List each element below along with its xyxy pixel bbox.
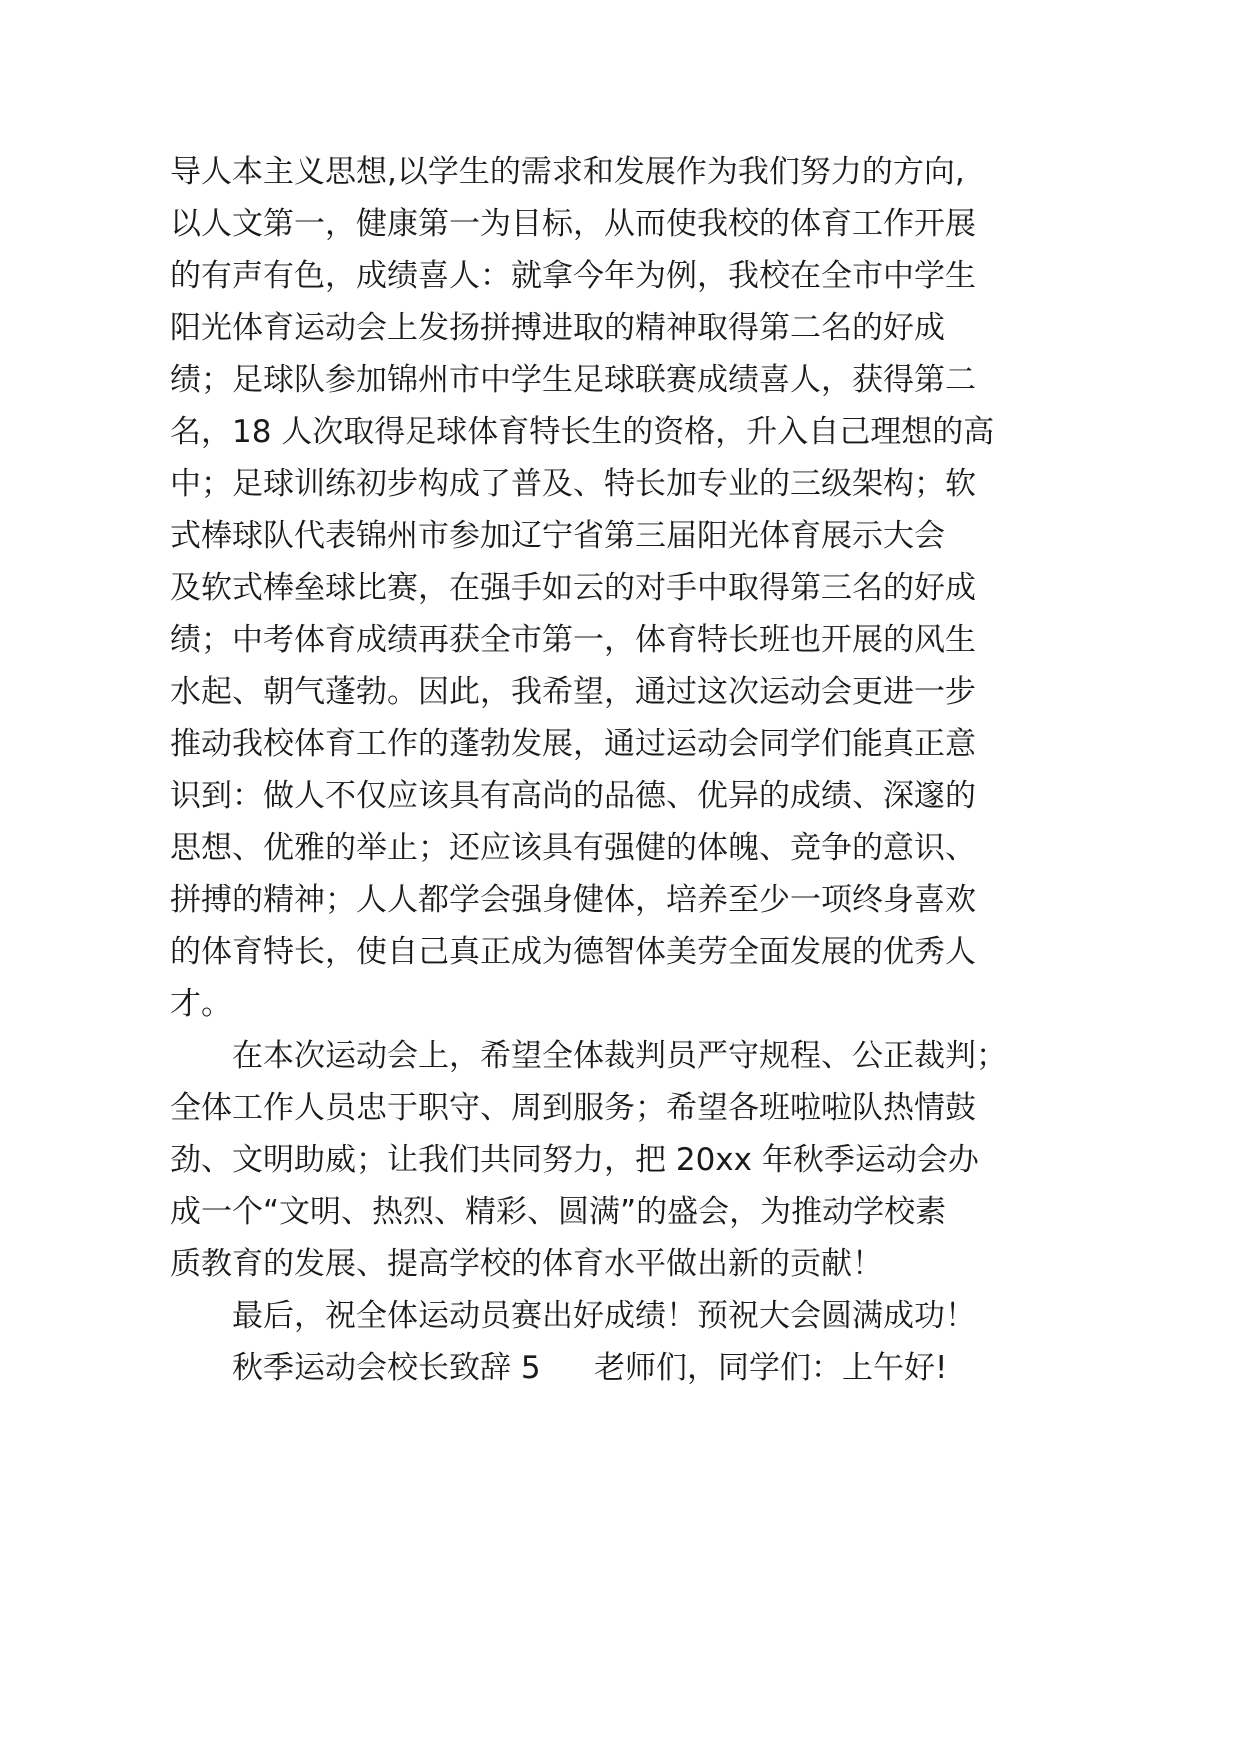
paragraph-line: 阳光体育运动会上发扬拼搏进取的精神取得第二名的好成 <box>170 310 945 346</box>
paragraph-line: 水起、朝气蓬勃。因此，我希望，通过这次运动会更进一步 <box>170 674 976 710</box>
paragraph-line: 质教育的发展、提高学校的体育水平做出新的贡献！ <box>170 1246 883 1282</box>
paragraph-line: 拼搏的精神；人人都学会强身健体，培养至少一项终身喜欢 <box>170 882 976 918</box>
paragraph-line: 中；足球训练初步构成了普及、特长加专业的三级架构；软 <box>170 466 976 502</box>
paragraph-line: 全体工作人员忠于职守、周到服务；希望各班啦啦队热情鼓 <box>170 1090 976 1126</box>
paragraph-line: 的有声有色，成绩喜人：就拿今年为例，我校在全市中学生 <box>170 258 976 294</box>
paragraph-line: 思想、优雅的举止；还应该具有强健的体魄、竞争的意识、 <box>170 830 976 866</box>
paragraph-line: 绩；足球队参加锦州市中学生足球联赛成绩喜人，获得第二 <box>170 362 976 398</box>
paragraph-line: 最后，祝全体运动员赛出好成绩！预祝大会圆满成功！ <box>232 1298 976 1334</box>
paragraph-line: 推动我校体育工作的蓬勃发展，通过运动会同学们能真正意 <box>170 726 976 762</box>
paragraph-line: 以人文第一，健康第一为目标，从而使我校的体育工作开展 <box>170 206 976 242</box>
paragraph-line: 式棒球队代表锦州市参加辽宁省第三届阳光体育展示大会 <box>170 518 945 554</box>
paragraph-line: 绩；中考体育成绩再获全市第一，体育特长班也开展的风生 <box>170 622 976 658</box>
section-heading: 秋季运动会校长致辞 5 <box>232 1350 541 1386</box>
paragraph-line: 的体育特长，使自己真正成为德智体美劳全面发展的优秀人 <box>170 934 976 970</box>
paragraph-line: 成一个“文明、热烈、精彩、圆满”的盛会，为推动学校素 <box>170 1194 947 1230</box>
greeting-line: 老师们，同学们：上午好! <box>594 1350 948 1386</box>
paragraph-line: 劲、文明助威；让我们共同努力，把 20xx 年秋季运动会办 <box>170 1142 979 1178</box>
paragraph-line: 在本次运动会上，希望全体裁判员严守规程、公正裁判； <box>232 1038 1007 1074</box>
paragraph-line: 名，18 人次取得足球体育特长生的资格，升入自己理想的高 <box>170 414 995 450</box>
paragraph-line: 导人本主义思想,以学生的需求和发展作为我们努力的方向, <box>170 154 965 190</box>
paragraph-line: 才。 <box>170 986 232 1022</box>
paragraph-line: 及软式棒垒球比赛，在强手如云的对手中取得第三名的好成 <box>170 570 976 606</box>
paragraph-line: 识到：做人不仅应该具有高尚的品德、优异的成绩、深邃的 <box>170 778 976 814</box>
